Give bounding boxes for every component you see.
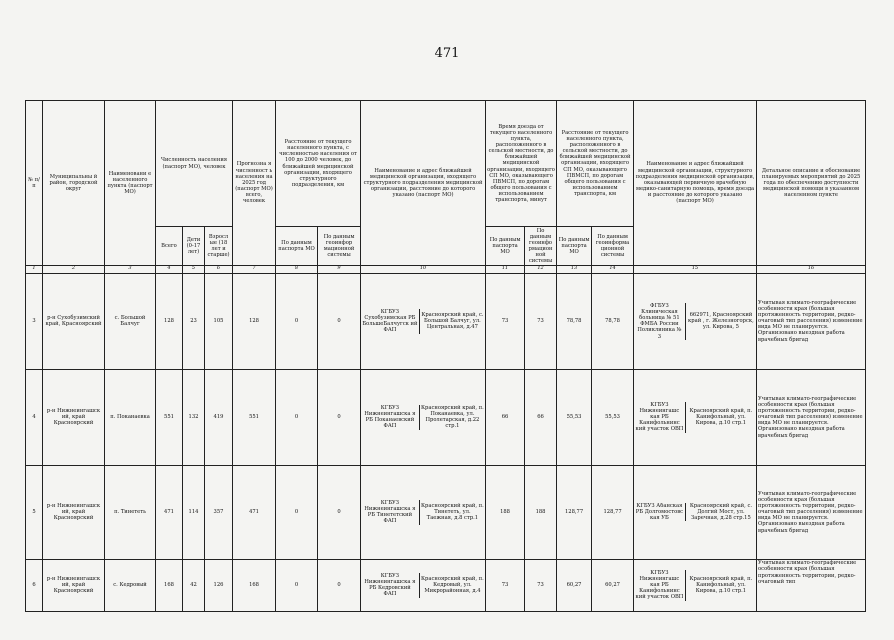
- row-specialized-mo: [634, 559, 757, 611]
- row-time-passport: 73: [486, 559, 525, 611]
- row-specialized-mo: [634, 465, 757, 559]
- row-no: 4: [26, 369, 43, 465]
- row-time-geo: 66: [525, 369, 557, 465]
- header-distance-km: Расстояние от текущего населенного пункта, с численностью населения от 100 до 2000 человек, до ближайшей медицинской организации, входящего структурного подразделения, км: [276, 101, 361, 227]
- row-time-passport: 73: [486, 273, 525, 369]
- row-municipality: р-н Нижнеингашск ий, край Красноярский: [43, 465, 105, 559]
- row-mo-address: Красноярский край, п. Кедровый, ул. Микрорайонная, д.4: [419, 573, 485, 598]
- col-num: 11: [486, 265, 525, 273]
- row-municipality: р-н Сухобузимский край, Красноярский: [43, 273, 105, 369]
- row-sp-address: 662971, Красноярский край , г. Железногорск, ул. Кирова, 5: [685, 303, 756, 340]
- col-num: 7: [233, 265, 276, 273]
- header-travel-time: Время доезда от текущего населенного пункта, расположенного в сельской местности, до ближайшей медицинской организации, входящего СП МО, оказывающего ПВМСП, по дорогам общего пользования с использованием транспорта, минут: [486, 101, 557, 227]
- col-num: 4: [156, 265, 183, 273]
- row-distance-geo: 0: [318, 369, 361, 465]
- table-row: [26, 465, 866, 559]
- row-sp-name: КГБУЗ Нижнеингашс кая РБ Канифольнинс кий участок ОВП: [635, 401, 684, 433]
- header-pop-adults: Взросл ые (18 лет и старше): [205, 227, 233, 266]
- row-distance-geo: 0: [318, 273, 361, 369]
- row-sp-name: ФГБУЗ Клиническая больница № 51 ФМБА России Поликлиника № 3: [637, 302, 682, 340]
- row-km-geo: 55,53: [592, 369, 634, 465]
- row-km-passport: 55,53: [557, 369, 592, 465]
- col-num: 15: [634, 265, 757, 273]
- row-children: 23: [183, 273, 205, 369]
- row-total: 168: [156, 559, 183, 611]
- row-plan: Учитывая климато-географические особенности края (большая протяженность территории, редко-очаговый тип расселения) изменение вида МО не планируется. Организовано выездная работа врачебных бригад: [757, 465, 866, 559]
- row-distance-geo: 0: [318, 559, 361, 611]
- table-row: [26, 369, 866, 465]
- row-children: 114: [183, 465, 205, 559]
- row-km-passport: 78,78: [557, 273, 592, 369]
- row-forecast: 168: [233, 559, 276, 611]
- header-by-passport-13: По данным паспорта МО: [557, 227, 592, 266]
- row-adults: 419: [205, 369, 233, 465]
- row-km-geo: 78,78: [592, 273, 634, 369]
- row-specialized-mo: [634, 369, 757, 465]
- page-number: 471: [434, 46, 460, 61]
- row-settlement: с. Кедровый: [105, 559, 156, 611]
- row-total: 471: [156, 465, 183, 559]
- row-sp-address: Красноярский край, п. Канифольный, ул. Кирова, д.10 стр.1: [685, 402, 756, 433]
- col-num: 13: [557, 265, 592, 273]
- row-mo-address: Красноярский край, п. Тинететь, ул. Таежная, д.8 стр.1: [419, 500, 485, 525]
- row-no: 3: [26, 273, 43, 369]
- row-children: 132: [183, 369, 205, 465]
- row-mo-address: Красноярский край, п. Поканаевка, ул. Пролетарская, д.22 стр.1: [421, 405, 484, 430]
- header-pop-total: Всего: [156, 227, 183, 266]
- col-num: 5: [183, 265, 205, 273]
- row-km-passport: 60,27: [557, 559, 592, 611]
- col-num: 8: [276, 265, 318, 273]
- header-pop-children: Дети (0-17 лет): [183, 227, 205, 266]
- header-municipality: Муниципальны й район, городской округ: [43, 101, 105, 266]
- row-time-geo: 188: [525, 465, 557, 559]
- row-total: 551: [156, 369, 183, 465]
- table-row: [26, 559, 866, 611]
- header-by-geo-14: По данным геоинформа ционной системы: [592, 227, 634, 266]
- row-settlement: п. Поканаевка: [105, 369, 156, 465]
- col-num: 14: [592, 265, 634, 273]
- header-specialized-mo: Наименование и адрес ближайшей медицинской организации, структурного подразделения медицинской организации, оказывающей первичную врачебную медико-санитарную помощь, время доезда и расстояние до которого указано (паспорт МО): [634, 101, 757, 266]
- row-time-passport: 66: [486, 369, 525, 465]
- col-num: 3: [105, 265, 156, 273]
- row-nearest-mo: [361, 465, 486, 559]
- col-num: 6: [205, 265, 233, 273]
- header-row-top: [26, 101, 866, 227]
- row-distance-passport: 0: [276, 273, 318, 369]
- row-km-passport: 128,77: [557, 465, 592, 559]
- row-distance-passport: 0: [276, 559, 318, 611]
- row-mo-name: КГБУЗ Нижнеингашска я РБ Поканаевский ФАП: [364, 405, 416, 430]
- col-num: 16: [757, 265, 866, 273]
- row-sp-address: Красноярский край, с. Долгий Мост, ул. Заречная, д.28 стр.15: [685, 503, 756, 521]
- row-adults: 126: [205, 559, 233, 611]
- header-distance-road: Расстояние от текущего населенного пункта, расположенного в сельской местности, до ближайшей медицинской организации, входящего СП МО, оказывающего ПВМСП, по дорогам общего пользования с использованием транспорта, км: [557, 101, 634, 227]
- row-sp-name: КГБУЗ Абанская РБ Долгомостовс кая УБ: [635, 503, 684, 522]
- header-no: № п/п: [26, 101, 43, 266]
- row-settlement: п. Тинететь: [105, 465, 156, 559]
- header-by-geo-12: По данным геоинфо рмацион ной системы: [525, 227, 557, 266]
- row-nearest-mo: [361, 369, 486, 465]
- row-sp-name: КГБУЗ Нижнеингашс кая РБ Канифольнинс кий участок ОВП: [635, 569, 684, 601]
- table-row: [26, 273, 866, 369]
- row-plan: Учитывая климато-географические особенности края (большая протяженность территории, редко-очаговый тип расселения) изменение вида МО не планируется. Организовано выездная работа врачебных бригад: [757, 369, 866, 465]
- row-time-passport: 188: [486, 465, 525, 559]
- column-number-row: [26, 265, 866, 273]
- row-children: 42: [183, 559, 205, 611]
- row-adults: 105: [205, 273, 233, 369]
- header-population: Численность населения (паспорт МО), человек: [156, 101, 233, 227]
- col-num: 9: [318, 265, 361, 273]
- row-distance-passport: 0: [276, 465, 318, 559]
- row-no: 6: [26, 559, 43, 611]
- header-forecast: Прогнозна я численност ь населения на 2025 год (паспорт МО) всего, человек: [233, 101, 276, 266]
- row-mo-address: Красноярский край, с. Большой Балчуг, ул. Центральная, д.47: [419, 309, 485, 334]
- row-specialized-mo: [634, 273, 757, 369]
- header-plan: Детальное описание и обоснование планируемых мероприятий до 2025 года по обеспечению доступности медицинской помощи в указанном населенном пункте: [757, 101, 866, 266]
- header-nearest-mo: Наименование и адрес ближайшей медицинской организации, входящего структурного подразделения медицинской организации, расстояние до которого указано (паспорт МО): [361, 101, 486, 266]
- row-forecast: 128: [233, 273, 276, 369]
- row-mo-name: КГБУЗ Сухобузимская РБ БольшеБалчугск ий ФАП: [362, 309, 418, 334]
- col-num: 10: [361, 265, 486, 273]
- row-time-geo: 73: [525, 559, 557, 611]
- row-distance-passport: 0: [276, 369, 318, 465]
- row-total: 128: [156, 273, 183, 369]
- row-distance-geo: 0: [318, 465, 361, 559]
- row-time-geo: 73: [525, 273, 557, 369]
- row-plan: Учитывая климато-географические особенности края (большая протяженность территории, редко-очаговый тип расселения) изменение вида МО не планируется. Организовано выездная работа врачебных бригад: [757, 273, 866, 369]
- col-num: 2: [43, 265, 105, 273]
- col-num: 12: [525, 265, 557, 273]
- row-settlement: с. Большой Балчуг: [105, 273, 156, 369]
- row-mo-name: КГБУЗ Нижнеингашска я РБ Кедровский ФАП: [364, 573, 416, 598]
- row-nearest-mo: [361, 559, 486, 611]
- row-sp-address: Красноярский край, п. Канифольный, ул. Кирова, д.10 стр.1: [685, 570, 756, 601]
- row-km-geo: 60,27: [592, 559, 634, 611]
- row-municipality: р-н Нижнеингашск ий, край Красноярский: [43, 559, 105, 611]
- row-forecast: 471: [233, 465, 276, 559]
- header-by-passport-8: По данным паспорта МО: [276, 227, 318, 266]
- medical-access-table: [25, 100, 866, 612]
- row-km-geo: 128,77: [592, 465, 634, 559]
- row-municipality: р-н Нижнеингашск ий, край Красноярский: [43, 369, 105, 465]
- row-adults: 357: [205, 465, 233, 559]
- header-by-geo-9: По данным геоинфор мационной системы: [318, 227, 361, 266]
- row-nearest-mo: [361, 273, 486, 369]
- col-num: 1: [26, 265, 43, 273]
- row-mo-name: КГБУЗ Нижнеингашска я РБ Тинететский ФАП: [364, 500, 416, 525]
- header-by-passport-11: По данным паспорта МО: [486, 227, 525, 266]
- row-forecast: 551: [233, 369, 276, 465]
- header-settlement: Наименовани е населенного пункта (паспорт МО): [105, 101, 156, 266]
- row-plan: Учитывая климато-географические особенности края (большая протяженность территории, редко-очаговый тип: [757, 559, 866, 611]
- row-no: 5: [26, 465, 43, 559]
